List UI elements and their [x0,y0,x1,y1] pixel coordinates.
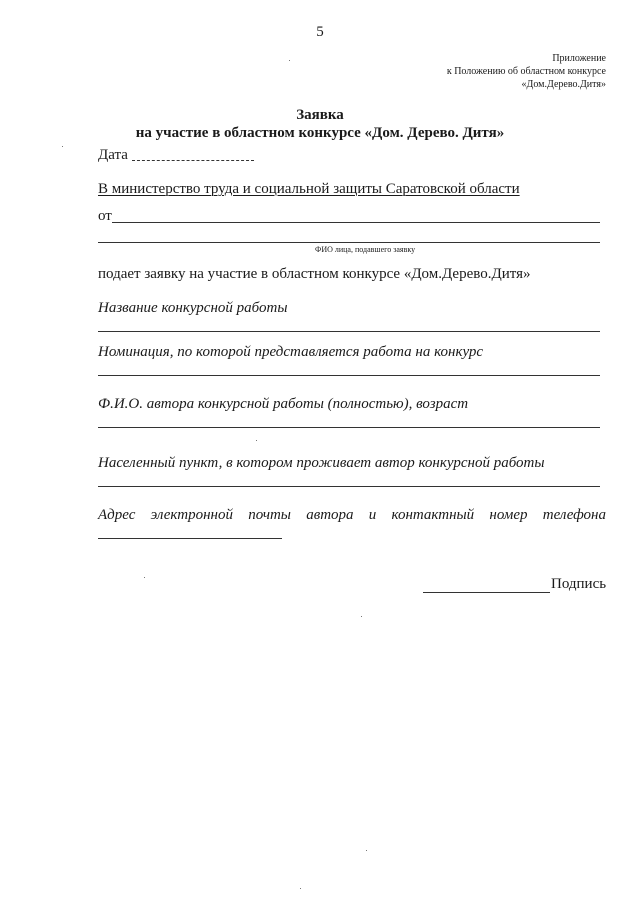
scan-speck [361,616,362,617]
addressee: В министерство труда и социальной защиты Саратовской области [98,181,520,197]
contact-word: и [368,507,377,523]
document-subtitle: на участие в областном конкурсе «Дом. Дерево. Дитя» [135,125,505,141]
appendix-line-3: «Дом.Дерево.Дитя» [521,79,606,90]
scan-speck [62,146,63,147]
contact-word: автора [306,507,354,523]
author-label: Ф.И.О. автора конкурсной работы (полностью), возраст [98,396,469,412]
scan-speck [300,888,301,889]
date-label: Дата [98,147,128,163]
date-line [132,160,254,161]
document-title: Заявка [296,107,344,123]
from-caption: ФИО лица, подавшего заявку [315,245,416,254]
author-line [98,427,600,428]
scan-speck [144,577,145,578]
application-text: подает заявку на участие в областном конкурсе «Дом.Дерево.Дитя» [98,266,531,282]
from-line-1 [112,222,600,223]
contact-word: контактный [391,507,475,523]
contact-line [98,538,282,539]
contact-word: номер [489,507,528,523]
work-title-line [98,331,600,332]
signature-label: Подпись [551,576,607,592]
settlement-line [98,486,600,487]
page-number: 5 [316,24,324,40]
contact-label [98,507,606,524]
scan-speck [366,850,367,851]
appendix-line-2: к Положению об областном конкурсе [446,66,606,77]
nomination-line [98,375,600,376]
work-title-label: Название конкурсной работы [98,300,288,316]
contact-word: Адрес [98,507,136,523]
appendix-line-1: Приложение [552,53,606,64]
nomination-label: Номинация, по которой представляется работа на конкурс [98,344,484,360]
appendix-note [447,52,606,91]
contact-word: телефона [542,507,606,523]
contact-word: почты [248,507,291,523]
scan-speck [289,60,290,61]
from-line-2 [98,242,600,243]
contact-word: электронной [150,507,233,523]
from-label: от [98,208,112,224]
signature-line [423,592,550,593]
settlement-label: Населенный пункт, в котором проживает автор конкурсной работы [98,455,545,471]
scan-speck [256,440,257,441]
